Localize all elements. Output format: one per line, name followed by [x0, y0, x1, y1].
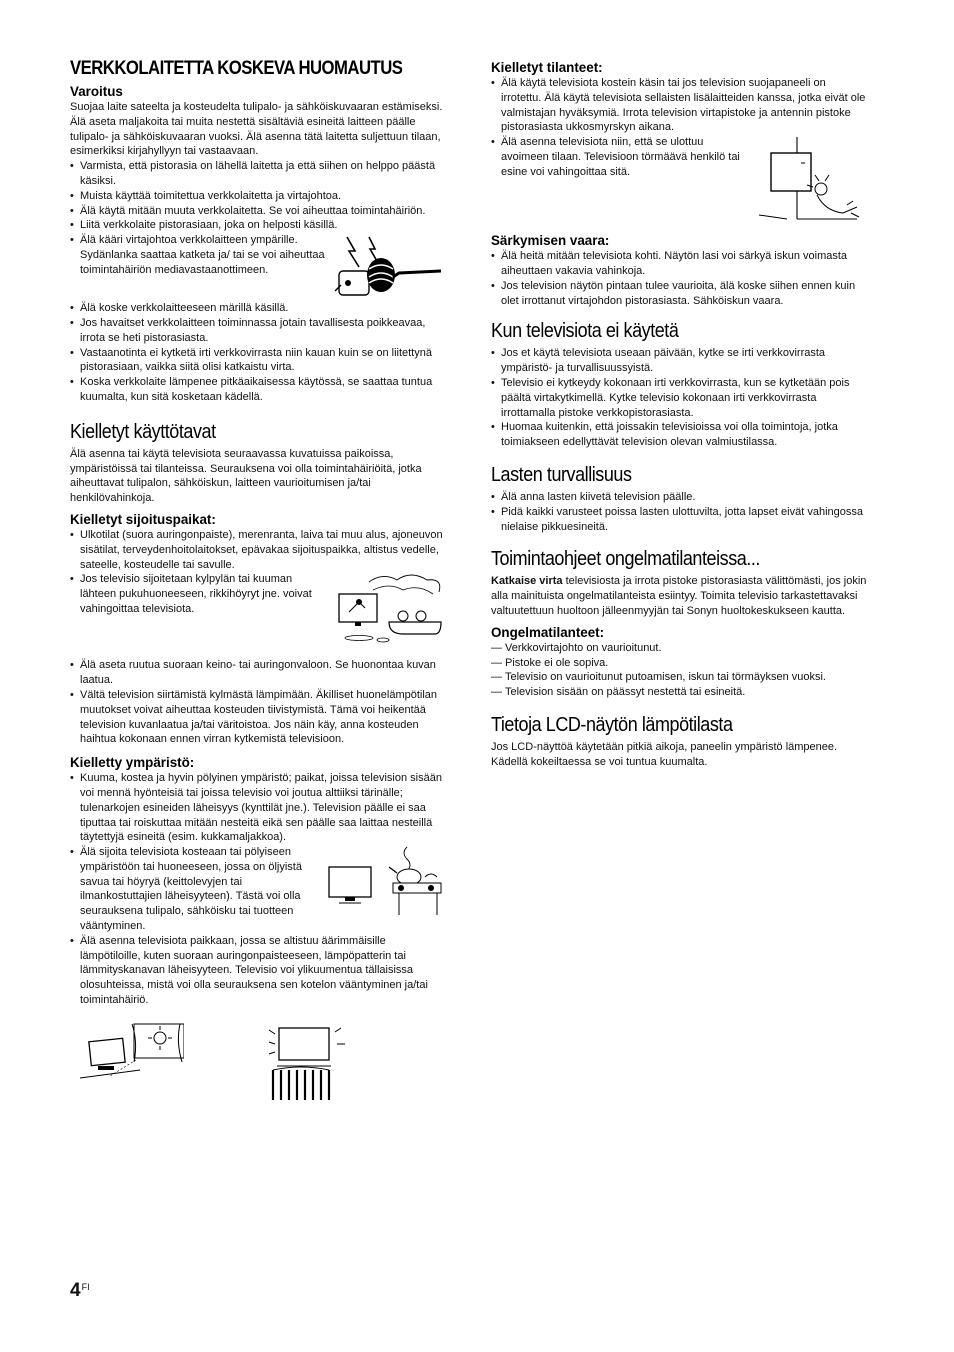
list-item: • Älä sijoita televisiota kosteaan tai pölyiseen ympäristöön tai huoneeseen, jossa on öljyistä savua tai höyryä (keittolevyjen tai ilmankostuttajien läheisyyteen). Tästä voi olla seurauksena tulipalo, sähköisku tai tuotteen vääntyminen.	[70, 845, 319, 934]
cord-wrap-illustration	[333, 233, 445, 301]
power-adapter-title: VERKKOLAITETTA KOSKEVA HUOMAUTUS	[70, 58, 403, 79]
bath-warning-block	[70, 572, 445, 644]
hot-spring-illustration	[333, 572, 445, 644]
page-number	[70, 1280, 90, 1302]
list-item: • Liitä verkkolaite pistorasiaan, joka on helposti käsillä.	[70, 218, 445, 233]
varoitus-heading: Varoitus	[70, 84, 123, 99]
troubleshooting-paragraph	[491, 574, 869, 618]
child-safety-title: Lasten turvallisuus	[491, 463, 632, 486]
list-item: • Älä käytä televisiota kostein käsin tai jos television suojapaneeli on irrotettu. Älä käytä televisiota sellaisten lisälaitteiden kanssa, jotka eivät ole valmistajan hyväksymiä. Irrota television virtapistoke ja antennin pistoke pistorasiasta ukkosmyrskyn aikana.	[491, 76, 869, 135]
heat-illustrations	[70, 1022, 445, 1112]
cut-power-label: Katkaise virta	[491, 575, 563, 588]
left-column	[70, 56, 445, 1112]
locations-list-b	[70, 658, 445, 747]
radiator-illustration	[265, 1022, 357, 1107]
list-item: • Televisio ei kytkeydy kokonaan irti verkkovirrasta, kun se kytketään pois päältä virtakytkimellä. Kytke televisio kokonaan irti verkkovirrasta irrottamalla pistoke verkkopistorasiasta.	[491, 376, 869, 420]
situations-heading: Kielletyt tilanteet:	[491, 60, 603, 75]
child-safety-list	[491, 490, 869, 534]
prohibited-intro: Älä asenna tai käytä televisiota seuraavassa kuvatuissa paikoissa, ympäristöissä tai tilanteissa. Seurauksena voi olla toimintahäiriöitä, jotka aiheuttavat tulipalon, sähköiskun, laitteen vaurioitumisen ja/tai henkilövahinkoja.	[70, 447, 422, 505]
list-item: • Älä asenna televisiota niin, että se ulottuu avoimeen tilaan. Televisioon törmäävä henkilö tai esine voi vahingoittaa sitä.	[491, 135, 749, 179]
problems-list	[491, 641, 869, 700]
troubleshooting-text: televisiosta ja irrota pistoke pistorasiasta välittömästi, jos jokin alla mainituista ongelmatilanteista esiintyy. Toimita televisio tarkastettavaksi valtuutettuun huoltoon jälleenmyyjän tai Sonyn huoltokeskukseen kautta.	[491, 575, 867, 617]
language-code: FI	[81, 1282, 90, 1292]
kitchen-steam-illustration	[327, 845, 445, 919]
power-list-b	[70, 301, 445, 405]
list-item: • Jos television näytön pintaan tulee vaurioita, älä koske siihen ennen kuin olet irrottanut virtajohdon pistorasiasta. Sähköiskun vaara.	[491, 279, 869, 309]
not-in-use-title: Kun televisiota ei käytetä	[491, 320, 679, 343]
environment-list	[70, 771, 445, 845]
list-item: • Jos et käytä televisiota useaan päivään, kytke se irti verkkovirrasta ympäristö- ja turvallisuussyistä.	[491, 346, 869, 376]
breakage-list	[491, 249, 869, 308]
lcd-temperature-title: Tietoja LCD-näytön lämpötilasta	[491, 713, 733, 736]
list-item: • Älä aseta ruutua suoraan keino- tai auringonvaloon. Se huonontaa kuvan laatua.	[70, 658, 445, 688]
list-item: • Älä koske verkkolaitteeseen märillä käsillä.	[70, 301, 445, 316]
list-item: • Älä asenna televisiota paikkaan, jossa se altistuu äärimmäisille lämpötiloille, kuten suoraan auringonpaisteeseen, lämpöpatterin tai lämmityskanavan läheisyyteen. Televisio voi ylikuumentua tällaisissa olosuhteissa, mistä voi olla seurauksena sen kotelon vääntyminen ja/tai toimintahäiriö.	[70, 934, 445, 1008]
cord-warning-block	[70, 233, 445, 301]
list-item: • Jos havaitset verkkolaitteen toiminnassa jotain tavallisesta poikkeavaa, irrota se heti pistorasiasta.	[70, 316, 445, 346]
list-item: • Varmista, että pistorasia on lähellä laitetta ja että siihen on helppo päästä käsiksi.	[70, 159, 445, 189]
list-item: • Vastaanotinta ei kytketä irti verkkovirrasta niin kauan kuin se on liitettynä pistorasiaan, vaikka siitä olisi katkaistu virta.	[70, 346, 445, 376]
breakage-heading: Särkymisen vaara:	[491, 233, 610, 249]
power-list-a	[70, 159, 445, 233]
list-item: • Koska verkkolaite lämpenee pitkäaikaisessa käytössä, se saattaa tuntua kuumalta, kun sitä kosketaan kädellä.	[70, 375, 445, 405]
locations-heading: Kielletyt sijoituspaikat:	[70, 511, 216, 527]
list-item: • Ulkotilat (suora auringonpaiste), merenranta, laiva tai muu alus, ajoneuvon sisätilat, terveydenhoitolaitokset, epävakaa sijoituspaikka, altistus vedelle, sateelle, kosteudelle tai savulle.	[70, 528, 445, 572]
list-item: — Televisio on vaurioitunut putoamisen, iskun tai törmäyksen vuoksi.	[491, 670, 869, 685]
problems-heading: Ongelmatilanteet:	[491, 624, 605, 640]
collision-illustration	[757, 135, 869, 227]
list-item: • Jos televisio sijoitetaan kylpylän tai kuuman lähteen pukuhuoneeseen, rikkihöyryt jne. voivat vahingoittaa televisiota.	[70, 572, 325, 616]
list-item: — Television sisään on päässyt nestettä tai esineitä.	[491, 685, 869, 700]
list-item: • Älä heitä mitään televisiota kohti. Näytön lasi voi särkyä iskun voimasta aiheuttaen vakavia vahinkoja.	[491, 249, 869, 279]
varoitus-paragraph-1: Suojaa laite sateelta ja kosteudelta tulipalo- ja sähköiskuvaaran estämiseksi.	[70, 101, 443, 113]
right-column	[491, 56, 869, 770]
list-item: • Kuuma, kostea ja hyvin pölyinen ympäristö; paikat, joissa television sisään voi mennä hyönteisiä tai joissa televisio voi joutua alttiiksi tärinälle; tulenarkojen esineiden läheisyys (kynttilät jne.). Television päälle ei saa tiputtaa tai roiskuttaa mitään nesteitä eikä sen päälle saa laittaa nesteillä täytettyjä esineitä (esim. kukkamaljakkoa).	[70, 771, 445, 845]
list-item: • Huomaa kuitenkin, että joissakin televisioissa voi olla toimintoja, jotka toimiakseen edellyttävät television olevan valmiustilassa.	[491, 420, 869, 450]
troubleshooting-title: Toimintaohjeet ongelmatilanteissa...	[491, 548, 760, 571]
list-item: • Muista käyttää toimitettua verkkolaitetta ja virtajohtoa.	[70, 189, 445, 204]
list-item: • Älä anna lasten kiivetä television päälle.	[491, 490, 869, 505]
list-item: • Älä kääri virtajohtoa verkkolaitteen ympärille. Sydänlanka saattaa katketa ja/ tai se voi aiheuttaa toimintahäiriön mediavastaanottimeen.	[70, 233, 325, 277]
list-item: • Pidä kaikki varusteet poissa lasten ulottuvilta, jotta lapset eivät vahingossa nielaise pikkuesineitä.	[491, 505, 869, 535]
sunlight-window-illustration	[80, 1022, 184, 1087]
lcd-temperature-text: Jos LCD-näyttöä käytetään pitkiä aikoja, paneelin ympäristö lämpenee. Kädellä kokeiltaessa se voi tuntua kuumalta.	[491, 740, 838, 768]
smoke-warning-block	[70, 845, 445, 934]
list-item: • Vältä television siirtämistä kylmästä lämpimään. Äkilliset huonelämpötilan muutokset voivat aiheuttaa kosteuden tiivistymistä. Tämä voi heikentää television kuvanlaatua ja/tai väritoistoa. Jos näin käy, anna kosteuden haihtua kokonaan ennen virran kytkemistä televisioon.	[70, 688, 445, 747]
varoitus-paragraph-2: Älä aseta maljakoita tai muita nestettä sisältäviä esineitä laitteen päälle tulipalo- ja sähköiskuvaaran vuoksi. Älä asenna tätä laitetta suljettuun tilaan, esimerkiksi kirjahyllyyn tai vastaavaan.	[70, 115, 441, 158]
list-item: • Älä käytä mitään muuta verkkolaitetta. Se voi aiheuttaa toimintahäiriön.	[70, 204, 445, 219]
list-item: — Pistoke ei ole sopiva.	[491, 656, 869, 671]
environment-list-b	[70, 934, 445, 1008]
environment-heading: Kielletty ympäristö:	[70, 755, 195, 771]
situations-list	[491, 76, 869, 135]
open-space-warning-block	[491, 135, 869, 227]
prohibited-use-title: Kielletyt käyttötavat	[70, 420, 216, 443]
list-item: — Verkkovirtajohto on vaurioitunut.	[491, 641, 869, 656]
page-number-value: 4	[70, 1280, 81, 1301]
not-in-use-list	[491, 346, 869, 450]
locations-list	[70, 528, 445, 572]
